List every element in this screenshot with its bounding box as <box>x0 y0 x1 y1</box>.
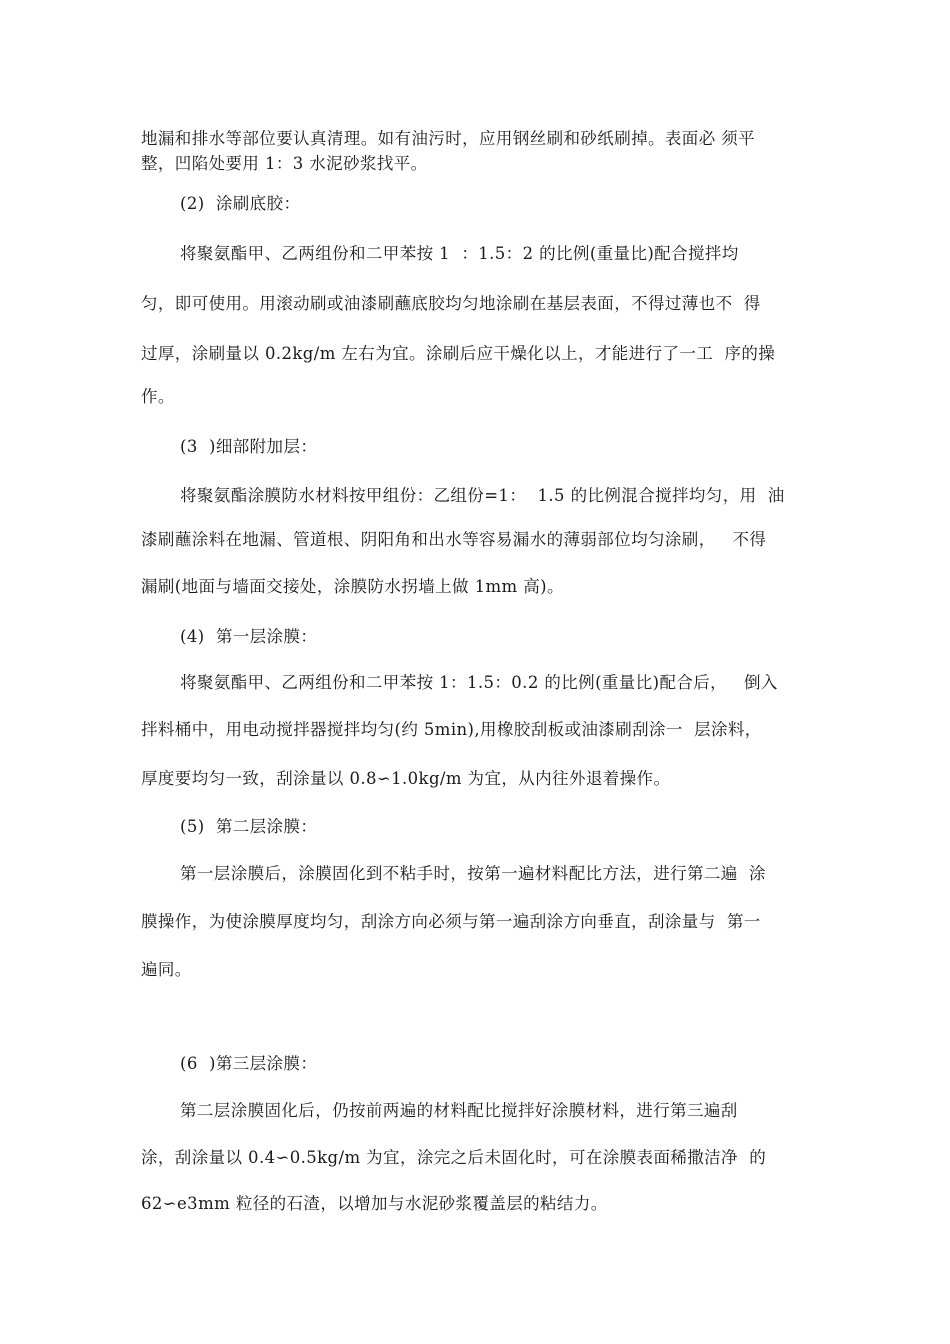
section-heading: (2) 涂刷底胶： <box>180 194 301 213</box>
text-line: 匀，即可使用。用滚动刷或油漆刷蘸底胶均匀地涂刷在基层表面，不得过薄也不 得 <box>141 294 761 313</box>
text-line: 过厚，涂刷量以 0.2kg/m 左右为宜。涂刷后应干燥化以上，才能进行了一工 序的操 <box>141 344 776 363</box>
text-line: 将聚氨酯涂膜防水材料按甲组份：乙组份=1： 1.5 的比例混合搅拌均匀，用 油 <box>180 486 785 505</box>
text-line: 地漏和排水等部位要认真清理。如有油污时，应用钢丝刷和砂纸刷掉。表面必 须平 <box>141 129 756 148</box>
text-line: 漏刷(地面与墙面交接处，涂膜防水拐墙上做 1mm 高)。 <box>141 577 564 596</box>
section-heading: (6 )第三层涂膜： <box>180 1054 318 1073</box>
text-line: 漆刷蘸涂料在地漏、管道根、阴阳角和出水等容易漏水的薄弱部位均匀涂刷， 不得 <box>141 530 767 549</box>
text-line: 拌料桶中，用电动搅拌器搅拌均匀(约 5min),用橡胶刮板或油漆刷刮涂一 层涂料， <box>141 720 762 739</box>
text-line: 将聚氨酯甲、乙两组份和二甲苯按 1 ：1.5：2 的比例(重量比)配合搅拌均 <box>180 244 739 263</box>
section-heading: (5) 第二层涂膜： <box>180 817 318 836</box>
section-heading: (3 )细部附加层： <box>180 437 318 456</box>
text-line: 将聚氨酯甲、乙两组份和二甲苯按 1：1.5：0.2 的比例(重量比)配合后， 倒入 <box>180 673 778 692</box>
text-line: 62∽e3mm 粒径的石渣，以增加与水泥砂浆覆盖层的粘结力。 <box>141 1194 608 1213</box>
text-line: 第一层涂膜后，涂膜固化到不粘手时，按第一遍材料配比方法，进行第二遍 涂 <box>180 864 766 883</box>
section-heading: (4) 第一层涂膜： <box>180 627 318 646</box>
text-line: 整，凹陷处要用 1：3 水泥砂浆找平。 <box>141 154 428 173</box>
text-line: 遍同。 <box>141 960 192 979</box>
text-line: 膜操作，为使涂膜厚度均匀，刮涂方向必须与第一遍刮涂方向垂直，刮涂量与 第一 <box>141 912 761 931</box>
text-line: 涂，刮涂量以 0.4∽0.5kg/m 为宜，涂完之后未固化时，可在涂膜表面稀撒洁净 的 <box>141 1148 767 1167</box>
text-line: 作。 <box>141 387 175 406</box>
text-line: 第二层涂膜固化后，仍按前两遍的材料配比搅拌好涂膜材料，进行第三遍刮 <box>180 1101 738 1120</box>
text-line: 厚度要均匀一致，刮涂量以 0.8∽1.0kg/m 为宜，从内往外退着操作。 <box>141 769 671 788</box>
